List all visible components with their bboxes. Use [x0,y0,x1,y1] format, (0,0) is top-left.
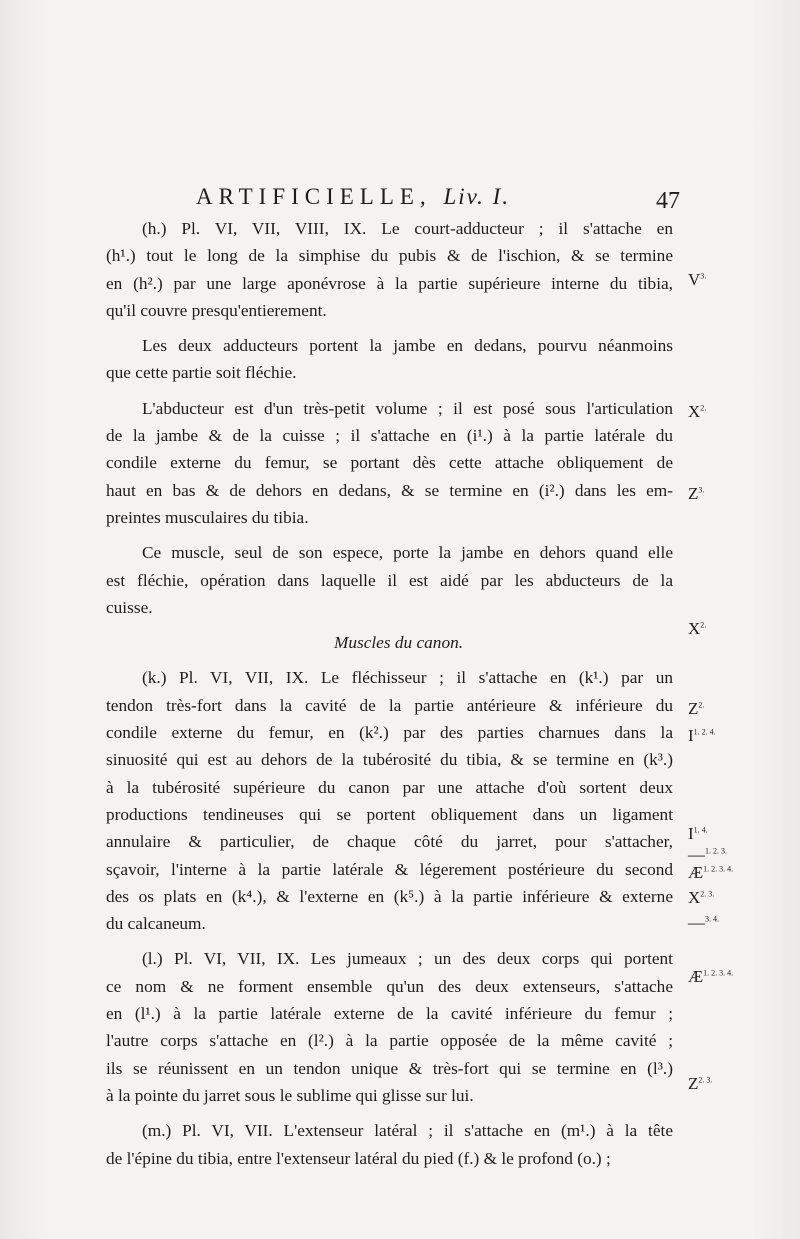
text-line: que cette partie soit fléchie. [106,363,297,383]
margin-note: $X^{2. 3.}$ [688,888,715,907]
text-line: du calcaneum. [106,914,206,934]
text-line: est fléchie, opération dans laquelle il est aidé par les abducteurs de la [106,570,673,590]
text-line: (k.) Pl. VI, VII, IX. Le fléchisseur ; il s'attache en (k¹.) par un [142,668,673,688]
text-line: (h¹.) tout le long de la simphise du pubis & de l'ischion, & se termine [106,246,673,266]
margin-note: $X^{2.}$ [688,402,707,421]
paragraph-p-adducteurs [106,332,673,387]
margin-note: $V^{3.}$ [688,270,707,289]
paragraph-p-k [106,664,673,937]
text-line: qu'il couvre presqu'entierement. [106,300,327,320]
page-number: 47 [656,188,680,214]
running-title [196,184,510,210]
text-line: ce nom & ne forment ensemble qu'un des deux extenseurs, s'attache [106,976,673,996]
text-line: de l'épine du tibia, entre l'extenseur latéral du pied (f.) & le profond (o.) ; [106,1148,611,1168]
text-line: Ce muscle, seul de son espece, porte la jambe en dehors quand elle [142,543,673,563]
margin-note: —$^{3. 4.}$ [688,913,719,932]
margin-note: $Æ^{1. 2. 3. 4.}$ [688,967,734,986]
text-line: en (l¹.) à la partie latérale externe de la cavité inférieure du femur ; [106,1004,673,1024]
margin-notes [688,0,788,1239]
paragraph-group-thigh [106,215,673,621]
paragraph-p-abducteur [106,395,673,531]
text-line: sçavoir, l'interne à la partie latérale & légerement postérieure du second [106,859,673,879]
text-line: sinuosité qui est au dehors de la tubérosité du tibia, & se termine en (k³.) [106,750,673,770]
text-line: productions tendineuses qui se portent obliquement dans un ligament [106,804,673,824]
margin-note: $Z^{2.}$ [688,699,705,718]
text-line: à la pointe du jarret sous le sublime qui glisse sur lui. [106,1085,474,1105]
text-line: en (h².) par une large aponévrose à la partie supérieure interne du tibia, [106,273,673,293]
paragraph-p-muscle [106,539,673,621]
section-heading: Muscles du canon. [333,633,464,653]
text-line: (l.) Pl. VI, VII, IX. Les jumeaux ; un des deux corps qui portent [142,949,673,969]
text-line: à la tubérosité supérieure du canon par une attache d'où sortent deux [106,777,673,797]
margin-note: $X^{2.}$ [688,619,707,638]
text-line: (h.) Pl. VI, VII, VIII, IX. Le court-adducteur ; il s'attache en [142,219,673,238]
margin-note: $I^{1. 2. 4.}$ [688,726,716,745]
text-line: condile externe du femur, se portant dès cette attache obliquement de [106,453,673,473]
text-line: (m.) Pl. VI, VII. L'extenseur latéral ; il s'attache en (m¹.) à la tête [142,1121,673,1141]
margin-note: $Z^{2. 3.}$ [688,1074,713,1093]
text-line: haut en bas & de dehors en dedans, & se termine en (i².) dans les em- [106,480,673,500]
margin-note: —$^{1. 2. 3.}$ [688,845,727,864]
text-line: tendon très-fort dans la cavité de la partie antérieure & inférieure du [106,695,673,715]
text-line: Les deux adducteurs portent la jambe en dedans, pourvu néanmoins [142,336,673,356]
margin-note: $Z^{3.}$ [688,484,705,503]
margin-note: $Æ^{1. 2. 3. 4.}$ [688,863,734,882]
text-line: L'abducteur est d'un très-petit volume ; il est posé sous l'articulation [142,398,673,418]
paragraph-p-h [106,215,673,324]
paragraph-group-canon [106,664,673,1171]
text-line: condile externe du femur, en (k².) par des parties charnues dans la [106,723,673,743]
text-line: de la jambe & de la cuisse ; il s'attache en (i¹.) à la partie latérale du [106,426,673,446]
text-line: annulaire & particulier, de chaque côté du jarret, pour s'attacher, [106,832,673,852]
text-line: des os plats en (k⁴.), & l'externe en (k⁵.) à la partie inférieure & externe [106,886,673,906]
margin-note: $I^{1. 4.}$ [688,824,708,843]
text-line: preintes musculaires du tibia. [106,507,309,527]
text-line: l'autre corps s'attache en (l².) à la partie opposée de la même cavité ; [106,1031,673,1051]
running-title-book: Liv. I. [443,184,511,209]
running-title-text: ARTIFICIELLE, [196,184,432,209]
page-body [106,215,673,1180]
text-line: ils se réunissent en un tendon unique & très-fort qui se termine en (l³.) [106,1058,673,1078]
paragraph-p-l [106,945,673,1109]
text-line: cuisse. [106,597,153,617]
paragraph-p-m [106,1117,673,1172]
